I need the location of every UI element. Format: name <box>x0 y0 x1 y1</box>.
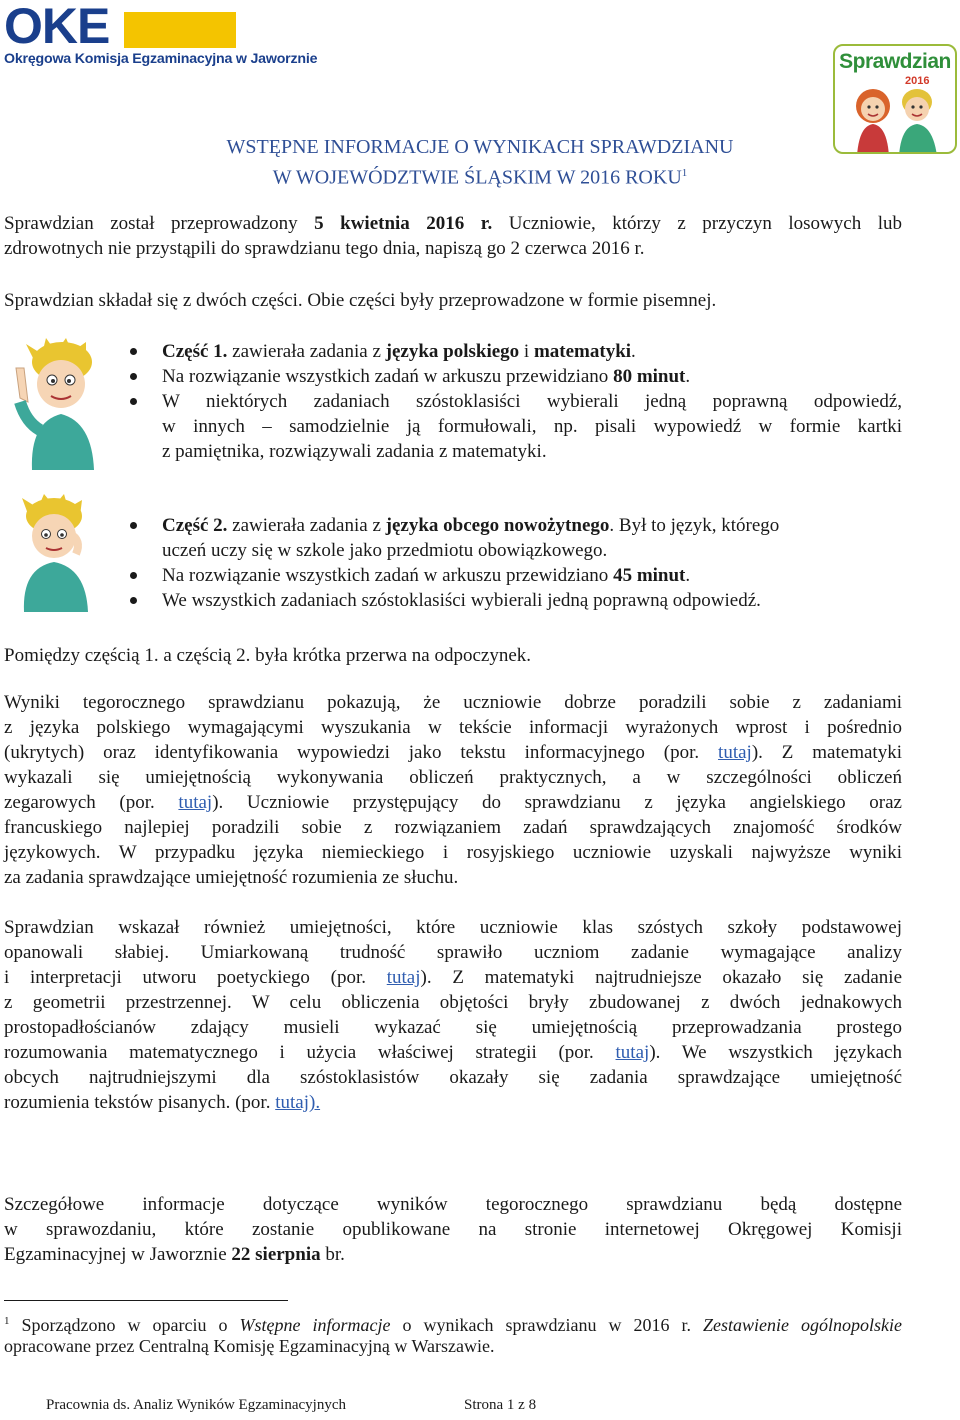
results-text: (ukrytych) oraz identyfikowania wypowiedzi jako tekstu informacyjnego (por. <box>4 742 719 763</box>
details-text: Egzaminacyjnej w Jaworznie <box>4 1244 232 1265</box>
part1-bullet-subjects <box>126 339 902 364</box>
weak-line <box>4 1040 902 1065</box>
badge-year: 2016 <box>905 75 930 87</box>
results-paragraph <box>4 690 902 890</box>
weak-line: obcych najtrudniejszymi dla szóstoklasistów okazały się zadania sprawdzające umiejętność <box>4 1067 902 1088</box>
footnote-line: opracowane przez Centralną Komisję Egzaminacyjną w Warszawie. <box>4 1336 495 1356</box>
footnote <box>4 1309 902 1359</box>
logo-yellow-bar <box>124 12 236 48</box>
exam-date: 5 kwietnia 2016 r. <box>314 213 493 234</box>
bullet-text: Na rozwiązanie wszystkich zadań w arkuszu przewidziano <box>162 565 614 586</box>
results-line: z języka polskiego wymagającymi wyszukania w tekście informacji wyrażonych wprost i pośrednio <box>4 717 902 738</box>
bullet-text: . Był to język, którego <box>609 515 780 536</box>
weak-line: prostopadłościanów zdający musieli wykazać się umiejętnością przeprowadzania prostego <box>4 1017 902 1038</box>
results-line: językowych. W przypadku języka niemieckiego i rosyjskiego uczniowie uzyskali najwyższe wyniki <box>4 842 902 863</box>
results-line: francuskiego najlepiej poradzili sobie z rozwiązaniem zadań sprawdzających znajomość środków <box>4 817 902 838</box>
results-line: wykazali się umiejętnością wykonywania obliczeń praktycznych, a w szczególności obliczeń <box>4 767 902 788</box>
bullet-text: i <box>519 341 534 362</box>
weak-line: Sprawdzian wskazał również umiejętności, które uczniowie klas szóstych szkoły podstawowej <box>4 917 902 938</box>
weak-text: ). Z matematyki najtrudniejsze okazało się zadanie <box>420 967 903 988</box>
bullet-text: . <box>631 341 636 362</box>
part1-bullet-tasks <box>126 389 902 464</box>
footnote-text: Sporządzono w oparciu o <box>9 1315 240 1335</box>
title-footnote-ref: 1 <box>681 167 688 179</box>
poem-task-link[interactable]: tutaj <box>386 967 421 988</box>
part2-label: Część 2. <box>162 515 228 536</box>
weak-text: rozumowania matematycznego i użycia właściwej strategii (por. <box>4 1042 616 1063</box>
page-number: Strona 1 z 8 <box>464 1397 537 1413</box>
part1-label: Część 1. <box>162 341 228 362</box>
boy-pointing-illustration <box>6 338 106 470</box>
reading-task-link[interactable]: tutaj). <box>275 1092 321 1113</box>
details-text: br. <box>320 1244 345 1265</box>
details-line: Szczegółowe informacje dotyczące wyników tegorocznego sprawdzianu będą dostępne <box>4 1194 902 1215</box>
weak-skills-paragraph <box>4 915 902 1115</box>
bullet-line <box>162 513 902 538</box>
results-text: ). Z matematyki <box>751 742 902 763</box>
weak-line <box>4 965 902 990</box>
title-line-2-text: W WOJEWÓDZTWIE ŚLĄSKIM W 2016 ROKU <box>272 166 682 189</box>
part1-bullet-time <box>126 364 902 389</box>
results-text: ). Uczniowie przystępujący do sprawdzianu z języka angielskiego oraz <box>212 792 902 813</box>
part2-bullet-tasks: We wszystkich zadaniach szóstoklasiści wybierali jedną poprawną odpowiedź. <box>126 588 902 613</box>
bullet-line: uczeń uczy się w szkole jako przedmiotu obowiązkowego. <box>162 540 608 561</box>
results-line <box>4 790 902 815</box>
footnote-source-title: Wstępne informacje <box>239 1315 391 1335</box>
details-line <box>4 1242 902 1267</box>
results-line <box>4 740 902 765</box>
footnote-text: o wynikach sprawdzianu w 2016 r. <box>390 1315 703 1335</box>
part2-list <box>126 513 902 613</box>
geometry-task-link[interactable]: tutaj <box>615 1042 650 1063</box>
parts-sentence: Sprawdzian składał się z dwóch części. Obie części były przeprowadzone w formie pisemnej. <box>4 290 717 311</box>
intro-line-1 <box>4 211 902 236</box>
bullet-text: . <box>685 565 691 586</box>
bullet-line: z pamiętnika, rozwiązywali zadania z matematyki. <box>162 441 547 463</box>
footer-department: Pracownia ds. Analiz Wyników Egzaminacyjnych <box>46 1397 346 1413</box>
footnote-number: 1 <box>4 1315 10 1327</box>
bullet-text: Na rozwiązanie wszystkich zadań w arkuszu przewidziano <box>162 366 614 388</box>
bullet-text: zawierała zadania z <box>227 515 386 536</box>
title-line-2 <box>0 160 960 191</box>
footnote-divider <box>4 1300 288 1301</box>
math-clock-task-link[interactable]: tutaj <box>178 792 213 813</box>
break-sentence: Pomiędzy częścią 1. a częścią 2. była krótka przerwa na odpoczynek. <box>4 645 532 666</box>
details-line: w sprawozdaniu, które zostanie opublikowane na stronie internetowej Okręgowej Komisji <box>4 1219 902 1240</box>
weak-line: opanowali słabiej. Umiarkowaną trudność sprawiło uczniom zadanie wymagające analizy <box>4 942 902 963</box>
logo-subtitle: Okręgowa Komisja Egzaminacyjna w Jaworznie <box>4 51 318 67</box>
intro-text: Sprawdzian został przeprowadzony <box>4 213 315 234</box>
intro-text: Uczniowie, którzy z przyczyn losowych lub <box>492 213 902 234</box>
footnote-source-subtitle: Zestawienie ogólnopolskie <box>703 1315 902 1335</box>
part2-bullet-subject <box>126 513 902 563</box>
part2-duration: 45 minut <box>613 565 686 586</box>
part1-duration: 80 minut <box>613 366 686 388</box>
polish-task-link[interactable]: tutaj <box>718 742 752 763</box>
results-line: za zadania sprawdzające umiejętność rozumienia ze słuchu. <box>4 867 459 888</box>
subject-math: matematyki <box>533 341 632 362</box>
page-title <box>0 134 960 191</box>
oke-logo <box>4 0 318 70</box>
bullet-text: . <box>685 366 691 388</box>
bullet-line: w innych – samodzielnie ją formułowali, np. pisali wypowiedź w formie kartki <box>162 416 902 438</box>
part1-list <box>126 339 902 464</box>
intro-line-2: zdrowotnych nie przystąpili do sprawdzianu tego dnia, napiszą go 2 czerwca 2016 r. <box>4 238 645 259</box>
results-text: zegarowych (por. <box>4 792 179 813</box>
details-paragraph <box>4 1192 902 1267</box>
footnote-line <box>4 1309 902 1334</box>
intro-paragraph <box>4 211 902 261</box>
subject-foreign-language: języka obcego nowożytnego <box>385 515 610 536</box>
weak-line <box>4 1090 902 1115</box>
boy-thinking-illustration <box>6 494 102 612</box>
title-line-1: WSTĘPNE INFORMACJE O WYNIKACH SPRAWDZIANU <box>226 136 734 158</box>
weak-line: z geometrii przestrzennej. W celu obliczenia objętości bryły zbudowanej z dwóch jednakowych <box>4 992 902 1013</box>
subject-polish: języka polskiego <box>385 341 520 362</box>
bullet-line: W niektórych zadaniach szóstoklasiści wybierali jedną poprawną odpowiedź, <box>162 391 902 413</box>
part2-bullet-time <box>126 563 902 588</box>
bullet-text: zawierała zadania z <box>227 341 386 362</box>
weak-text: i interpretacji utworu poetyckiego (por. <box>4 967 387 988</box>
results-line: Wyniki tegorocznego sprawdzianu pokazują, że uczniowie dobrze poradzili sobie z zadaniami <box>4 692 902 713</box>
report-date: 22 sierpnia <box>231 1244 321 1265</box>
badge-title: Sprawdzian <box>839 50 951 73</box>
weak-text: ). We wszystkich językach <box>649 1042 902 1063</box>
weak-text: rozumienia tekstów pisanych. (por. <box>4 1092 276 1113</box>
logo-letters: OKE <box>4 0 110 54</box>
